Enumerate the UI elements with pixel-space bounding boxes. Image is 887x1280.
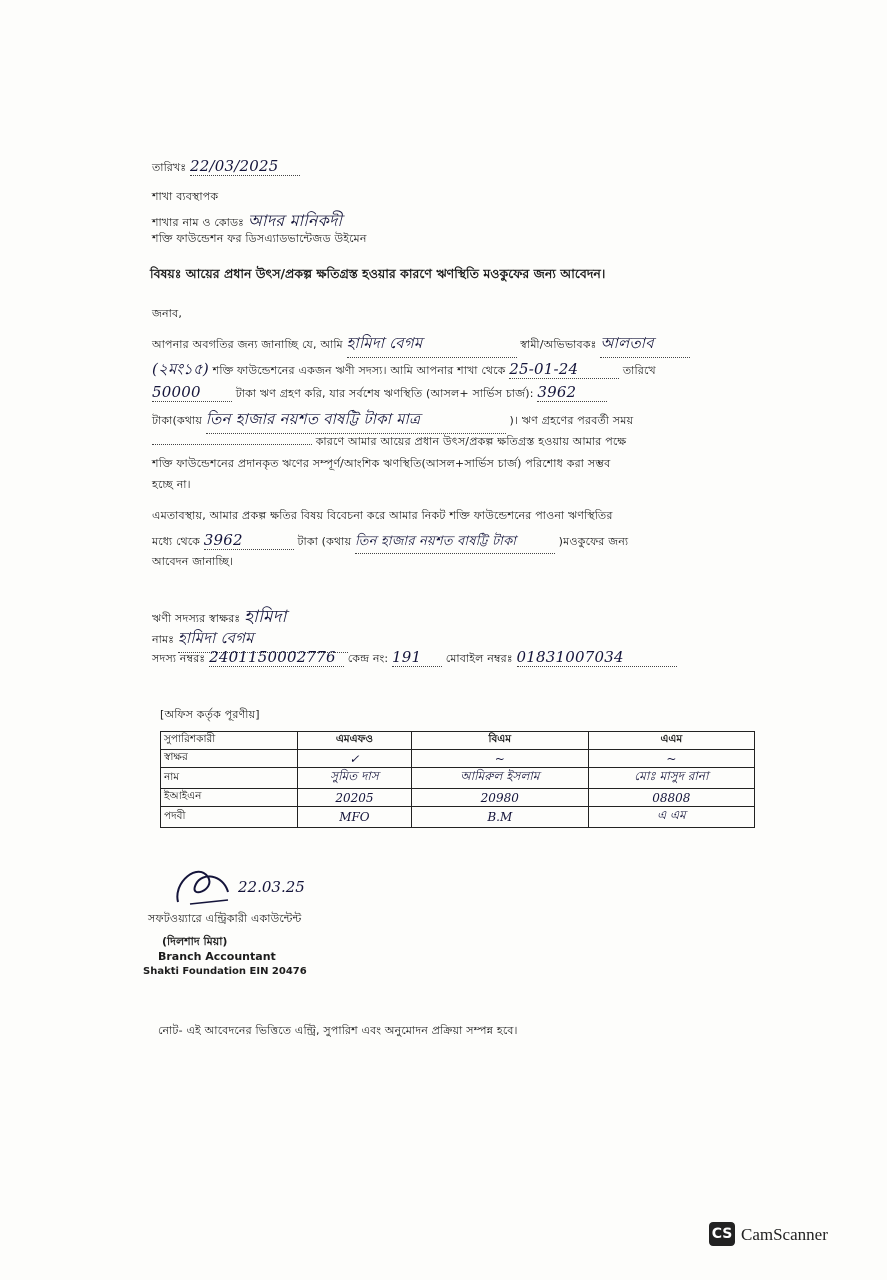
reason-blank (152, 444, 312, 445)
date-label: তারিখঃ (152, 161, 187, 174)
table-row (161, 807, 755, 828)
guardian-name: আলতাব (600, 332, 690, 358)
para1-text: তারিখে (622, 364, 656, 377)
waiver-amount: 3962 (204, 531, 294, 550)
row-label: স্বাক্ষর (161, 750, 298, 768)
member-number: 2401150002776 (209, 648, 344, 667)
mfo-signature: ✓ (298, 750, 412, 768)
applicant-signature: হামিদা (244, 607, 287, 627)
para2-line3: আবেদন জানাচ্ছি। (152, 555, 234, 568)
table-cell: এ এম (588, 807, 754, 828)
center-number: 191 (392, 648, 442, 667)
member-label: সদস্য নম্বরঃ (152, 652, 206, 665)
footer-note: নোট- এই আবেদনের ভিত্তিতে এন্ট্রি, সুপারিশ এবং অনুমোদন প্রক্রিয়া সম্পন্ন হবে। (158, 1024, 518, 1037)
accountant-date: 22.03.25 (238, 878, 305, 896)
date-value: 22/03/2025 (190, 157, 300, 176)
loan-balance: 3962 (537, 383, 607, 402)
para1-line7: হচ্ছে না। (152, 478, 191, 491)
table-row (161, 768, 755, 789)
subject-line: বিষয়ঃ আয়ের প্রধান উৎস/প্রকল্প ক্ষতিগ্রস্ত হওয়ার কারণে ঋণস্থিতি মওকুফের জন্য আবেদন। (150, 266, 606, 281)
table-cell: আমিরুল ইসলাম (411, 768, 588, 789)
header-cell: সুপারিশকারী (161, 732, 298, 750)
loan-date: 25-01-24 (509, 360, 619, 379)
para2-line1: এমতাবস্থায়, আমার প্রকল্প ক্ষতির বিষয় বিবেচনা করে আমার নিকট শক্তি ফাউন্ডেশনের পাওনা ঋণস্থিতির (152, 509, 613, 522)
table-row (161, 789, 755, 807)
guardian-label: স্বামী/অভিভাবকঃ (520, 338, 597, 351)
para1-line4 (152, 408, 633, 434)
am-signature: ~ (588, 750, 754, 768)
header-cell: এমএফও (298, 732, 412, 750)
mobile-label: মোবাইল নম্বরঃ (445, 652, 513, 665)
camscanner-text: CamScanner (741, 1225, 828, 1244)
table-cell: মোঃ মাসুদ রানা (588, 768, 754, 789)
signature-label: ঋণী সদস্যর স্বাক্ষরঃ (152, 612, 241, 625)
table-cell: 08808 (588, 789, 754, 807)
para2-text: )মওকুফের জন্য (558, 535, 629, 548)
mobile-number: 01831007034 (517, 648, 677, 667)
row-label: ইআইএন (161, 789, 298, 807)
recipient-line1: শাখা ব্যবস্থাপক (152, 190, 219, 203)
seal-title: Branch Accountant (158, 950, 276, 963)
para1-text: শক্তি ফাউন্ডেশনের একজন ঋণী সদস্য। আমি আপনার শাখা থেকে (212, 364, 506, 377)
para1-line5 (152, 433, 626, 452)
para1-line2 (152, 358, 656, 383)
table-cell: 20205 (298, 789, 412, 807)
para2-text: টাকা (কথায় (297, 535, 352, 548)
applicant-ids-line (152, 648, 677, 669)
para2-line2 (152, 531, 628, 554)
waiver-in-words: তিন হাজার নয়শত বাষট্টি টাকা (355, 532, 555, 554)
name-label: নামঃ (152, 633, 175, 646)
header-cell: বিএম (411, 732, 588, 750)
date-line (152, 157, 300, 178)
office-header-row (161, 732, 755, 750)
applicant-name-value: হামিদা বেগম (178, 627, 348, 653)
para1-text: টাকা(কথায় (152, 414, 203, 427)
camscanner-logo-icon: CS (709, 1222, 735, 1246)
table-cell: 20980 (411, 789, 588, 807)
office-heading: [অফিস কর্তৃক পূরণীয়] (160, 708, 260, 721)
loan-amount: 50000 (152, 383, 232, 402)
member-prefix: (২মং১৫) (152, 360, 209, 378)
para1-line6: শক্তি ফাউন্ডেশনের প্রদানকৃত ঋণের সম্পূর্ণ/আংশিক ঋণস্থিতি(আসল+সার্ভিস চার্জ) পরিশোধ করা সম্ভব (152, 457, 611, 470)
para1-text: টাকা ঋণ গ্রহণ করি, যার সর্বশেষ ঋণস্থিতি (আসল+ সার্ভিস চার্জ): (235, 387, 534, 400)
para1-line3 (152, 383, 607, 404)
header-cell: এএম (588, 732, 754, 750)
accountant-role: সফটওয়্যারে এন্ট্রিকারী একাউন্টেন্ট (148, 912, 302, 925)
balance-in-words: তিন হাজার নয়শত বাষট্টি টাকা মাত্র (206, 408, 506, 434)
applicant-name: হামিদা বেগম (347, 332, 517, 358)
para1-line1 (152, 332, 690, 358)
seal-name: (দিলশাদ মিয়া) (162, 935, 228, 948)
recipient-line3: শক্তি ফাউন্ডেশন ফর ডিসএ্যাডভান্টেজড উইমেন (152, 232, 367, 245)
bm-signature: ~ (411, 750, 588, 768)
para1-text: )। ঋণ গ্রহণের পরবর্তী সময় (509, 414, 634, 427)
para1-text: আপনার অবগতির জন্য জানাচ্ছি যে, আমি (152, 338, 343, 351)
branch-label: শাখার নাম ও কোডঃ (152, 216, 245, 229)
seal-org: Shakti Foundation EIN 20476 (143, 966, 307, 977)
office-table (160, 731, 755, 828)
table-cell: সুমিত দাস (298, 768, 412, 789)
branch-name: আদর মানিকদী (247, 211, 343, 230)
accountant-signature (168, 862, 238, 910)
table-row (161, 750, 755, 768)
center-label: কেন্দ্র নং: (347, 652, 389, 665)
table-cell: B.M (411, 807, 588, 828)
row-label: পদবী (161, 807, 298, 828)
table-cell: MFO (298, 807, 412, 828)
row-label: নাম (161, 768, 298, 789)
para1-text: কারণে আমার আয়ের প্রধান উৎস/প্রকল্প ক্ষতিগ্রস্ত হওয়ায় আমার পক্ষে (315, 435, 627, 448)
para2-text: মধ্যে থেকে (152, 535, 201, 548)
salutation: জনাব, (152, 307, 183, 320)
